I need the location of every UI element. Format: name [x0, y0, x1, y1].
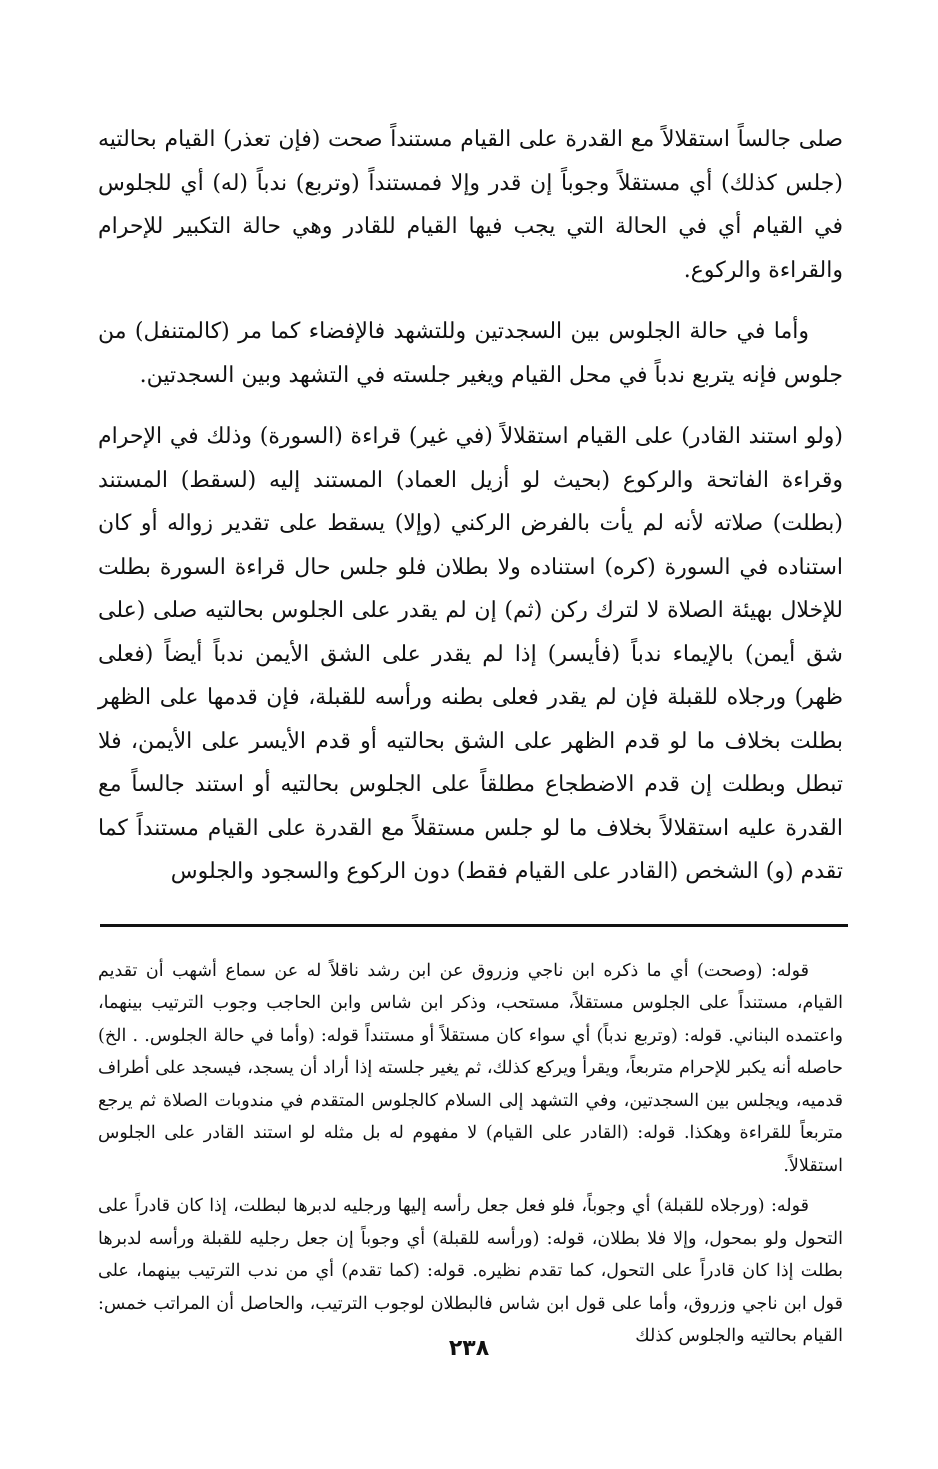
main-paragraph-1: صلى جالساً استقلالاً مع القدرة على القيام مستنداً صحت (فإن تعذر) القيام بحالتيه (جلس كذلك) أي مستقلاً وجوباً إن قدر وإلا فمستنداً (وتربع) ندباً (له) أي للجلوس في القيام أي في الحالة التي يجب فيها القيام للقادر وهي حالة التكبير للإحرام والقراءة والركوع. — [98, 127, 843, 283]
page-number: ٢٣٨ — [448, 1336, 490, 1361]
footnote-separator — [100, 924, 848, 927]
footnote-paragraph-1: قوله: (وصحت) أي ما ذكره ابن ناجي وزروق عن ابن رشد ناقلاً له عن سماع أشهب أن تقديم القيام، مستنداً على الجلوس مستقلاً، مستحب، وذكر ابن شاس وابن الحاجب وجوب الترتيب بينهما، واعتمده البناني. قوله: (وتربع ندباً) أي سواء كان مستقلاً أو مستنداً قوله: (وأما في حالة الجلوس. . الخ) حاصله أنه يكبر للإحرام متربعاً، ويقرأ ويركع كذلك، ثم يغير جلسته إذا أراد أن يسجد، فيسجد على أطراف قدميه، ويجلس بين السجدتين، وفي التشهد إلى السلام كالجلوس المتقدم في مندوبات الصلاة ثم يرجع متربعاً للقراءة وهكذا. قوله: (القادر على القيام) لا مفهوم له بل مثله لو استند القادر على الجلوس استقلالاً. — [98, 960, 843, 1176]
main-paragraph-2: وأما في حالة الجلوس بين السجدتين وللتشهد فالإفضاء كما مر (كالمتنفل) من جلوس فإنه يتربع ندباً في محل القيام ويغير جلسته في التشهد وبين السجدتين. — [98, 319, 843, 388]
footnote-paragraph-2: قوله: (ورجلاه للقبلة) أي وجوباً، فلو فعل جعل رأسه إليها ورجليه لدبرها لبطلت، إذا كان قادراً على التحول ولو بمحول، وإلا فلا بطلان، قوله: (ورأسه للقبلة) أي وجوباً إن جعل رجليه للقبلة ورأسه لدبرها بطلت إذا كان قادراً على التحول، كما تقدم نظيره. قوله: (كما تقدم) أي من ندب الترتيب بينهما، على قول ابن ناجي وزروق، وأما على قول ابن شاس فالبطلان لوجوب الترتيب، والحاصل أن المراتب خمس: القيام بحالتيه والجلوس كذلك — [98, 1196, 843, 1346]
footnotes — [98, 955, 843, 1353]
main-paragraph-3: (ولو استند القادر) على القيام استقلالاً (في غير) قراءة (السورة) وذلك في الإحرام وقراءة الفاتحة والركوع (بحيث لو أزيل العماد) المستند إليه (لسقط) المستند (بطلت) صلاته لأنه لم يأت بالفرض الركني (وإلا) يسقط على تقدير زواله أو كان استناده في السورة (كره) استناده ولا بطلان فلو جلس حال قراءة السورة بطلت للإخلال بهيئة الصلاة لا لترك ركن (ثم) إن لم يقدر على الجلوس بحالتيه صلى (على شق أيمن) بالإيماء ندباً (فأيسر) إذا لم يقدر على الشق الأيمن ندباً أيضاً (فعلى ظهر) ورجلاه للقبلة فإن لم يقدر فعلى بطنه ورأسه للقبلة، فإن قدمها على الظهر بطلت بخلاف ما لو قدم الظهر على الشق بحالتيه أو قدم الأيسر على الأيمن، فلا تبطل وبطلت إن قدم الاضطجاع مطلقاً على الجلوس بحالتيه أو استند جالساً مع القدرة عليه استقلالاً بخلاف ما لو جلس مستقلاً مع القدرة على القيام مستنداً كما تقدم (و) الشخص (القادر على القيام فقط) دون الركوع والسجود والجلوس — [98, 424, 843, 884]
main-text — [98, 118, 843, 894]
